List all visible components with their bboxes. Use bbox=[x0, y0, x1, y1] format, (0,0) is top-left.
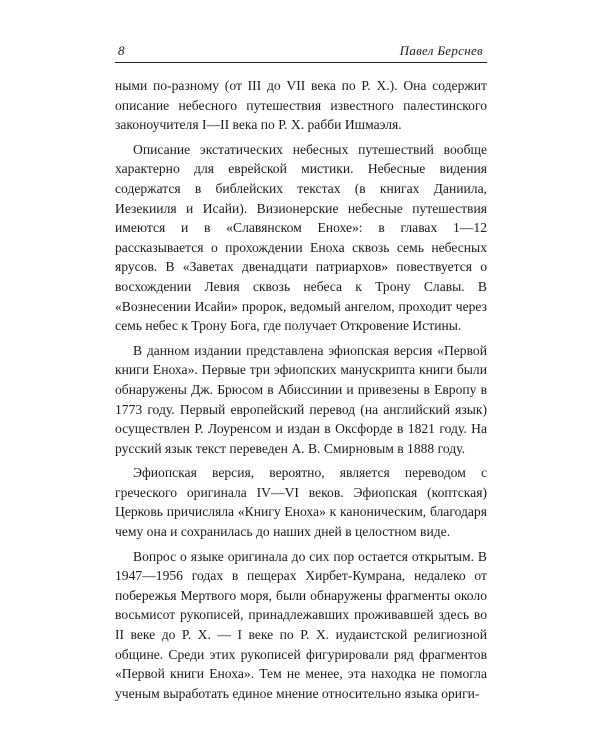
running-head-author: Павел Берснев bbox=[399, 43, 483, 58]
page-header bbox=[115, 40, 487, 63]
paragraph: Эфиопская версия, вероятно, является переводом с греческого оригинала IV—VI веков. Эфиопская (коптская) Церковь причисляла «Книгу Еноха» к каноническим, благодаря чему она и сохранилась до наших дней в целостном виде. bbox=[115, 465, 487, 540]
body-text bbox=[115, 76, 487, 703]
paragraph: Вопрос о языке оригинала до сих пор остается открытым. В 1947—1956 годах в пещерах Хирбет-Кумрана, недалеко от побережья Мертвого моря, были обнаружены фрагменты около восьмисот рукописей, принадлежавших проживавшей здесь во II веке до Р. Х. — I веке по Р. Х. иудаистской религиозной общине. Среди этих рукописей фигурировали ряд фрагментов «Первой книги Еноха». Тем не менее, эта находка не помогла ученым выработать единое мнение относительно языка ориги- bbox=[115, 548, 487, 701]
paragraph-continuation: ными по-разному (от III до VII века по Р. Х.). Она содержит описание небесного путешествия известного палестинского законоучителя I—II века по Р. Х. рабби Ишмаэля. bbox=[115, 78, 487, 133]
book-page bbox=[115, 0, 487, 750]
paragraph: Описание экстатических небесных путешествий вообще характерно для еврейской мистики. Небесные видения содержатся в библейских текстах (в книгах Даниила, Иезекииля и Исайи). Визионерские небесные путешествия имеются и в «Славянском Енохе»: в главах 1—12 рассказывается о прохождении Еноха сквозь семь небесных ярусов. В «Заветах двенадцати патриархов» повествуется о восхождении Левия сквозь небеса к Трону Славы. В «Вознесении Исайи» пророк, ведомый ангелом, проходит через семь небес к Трону Бога, где получает Откровение Истины. bbox=[115, 141, 487, 334]
paragraph: В данном издании представлена эфиопская версия «Первой книги Еноха». Первые три эфиопских манускрипта книги были обнаружены Дж. Брюсом в Абиссинии и привезены в Европу в 1773 году. Первый европейский перевод (на английский язык) осуществлен Р. Лоуренсом и издан в Оксфорде в 1821 году. На русский язык текст переведен А. В. Смирновым в 1888 году. bbox=[115, 342, 487, 456]
page-number: 8 bbox=[118, 43, 125, 58]
